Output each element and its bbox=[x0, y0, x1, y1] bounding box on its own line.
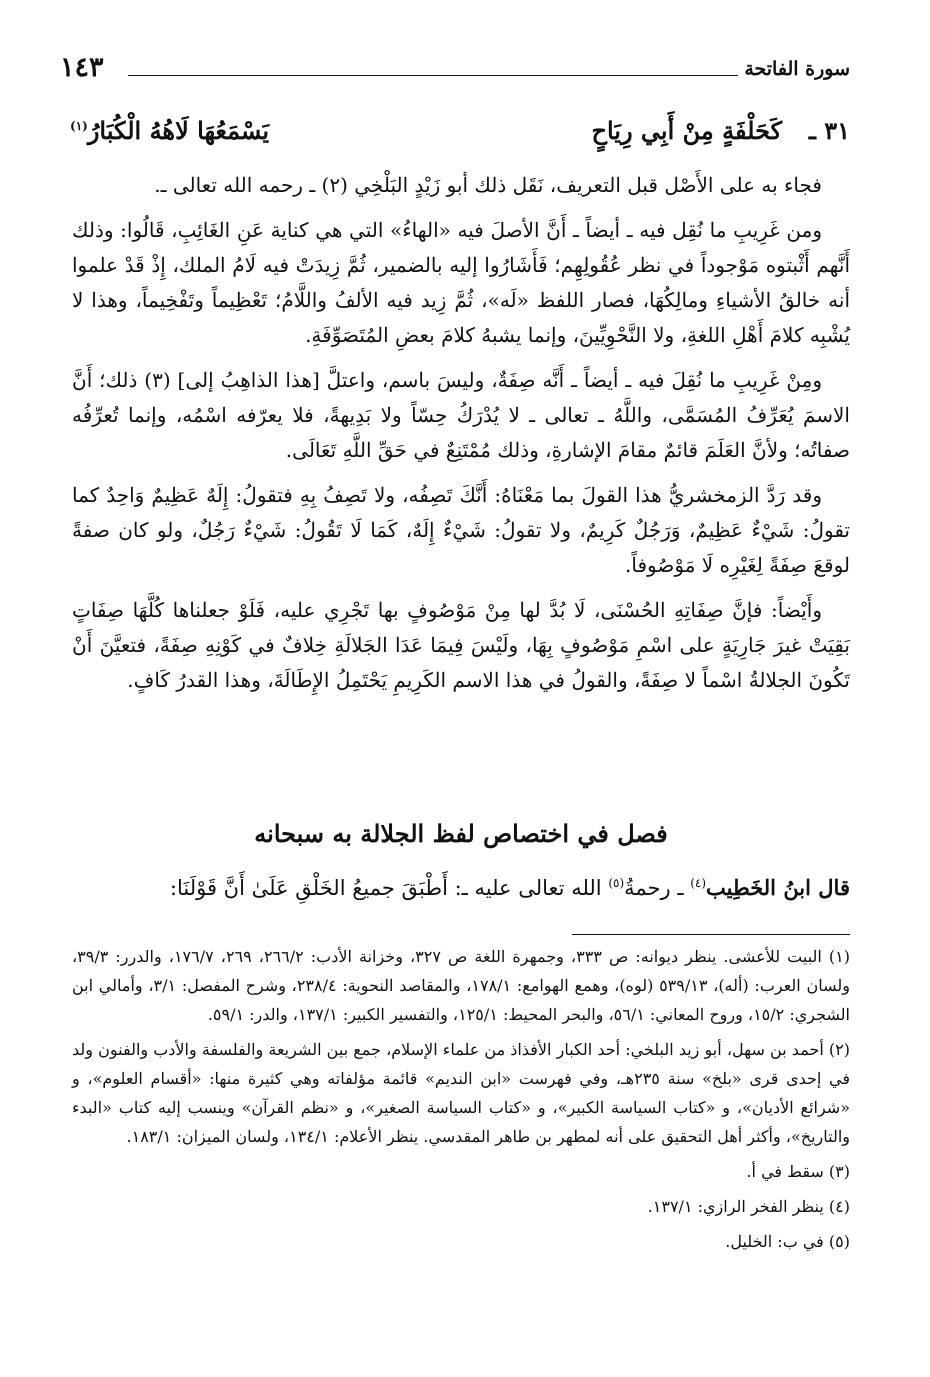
verse-second-hemistich-text: يَسْمَعُهَا لَاهُهُ الْكُبَارُ bbox=[87, 116, 270, 145]
footnote-ref-4: (٤) bbox=[690, 876, 707, 890]
footnote-separator bbox=[572, 934, 850, 935]
paragraph: وقد رَدَّ الزمخشريُّ هذا القولَ بما مَعْنَاهُ: أَنَّكَ تَصِفُه، ولا تَصِفُ بِهِ فتقولُ: إِلَهٌ عَظِيمٌ وَاحِدٌ كما تقولُ: شَيْءٌ عَظِيمٌ، وَرَجُلٌ كَرِيمٌ، ولا تقولُ: شَيْءٌ إِلَهٌ، كَمَا لَا تَقُولُ: شَيْءٌ رَجُلٌ، ولو كان صفةً لوقعَ صِفَةً لِغَيْرِه لَا مَوْصُوفاً. bbox=[72, 483, 850, 577]
paragraph: فجاء به على الأَصْل قبل التعريف، نَقَل ذلك أبو زَيْدٍ البَلْخِي (٢) ـ رحمه الله تعالى ـ. bbox=[154, 173, 822, 197]
intro-rest: الله تعالى عليه ـ: أَطْبَقَ جميعُ الخَلْقِ عَلَىٰ أَنَّ قَوْلَنَا: bbox=[169, 876, 602, 900]
main-text bbox=[72, 168, 850, 708]
footnote: (٢) أحمد بن سهل، أبو زيد البلخي: أحد الكبار الأفذاذ من علماء الإسلام، جمع بين الشريعة والفلسفة والأدب والفنون ولد في إحدى قرى «بلخ» سنة ٢٣٥هـ، وفي فهرست «ابن النديم» قائمة مؤلفاته وهي كثيرة منها: «أقسام العلوم»، و «شرائع الأديان»، و «كتاب السياسة الكبير»، و «كتاب السياسة الصغير»، و «نظم القرآن» وينسب إليه كتاب «البدء والتاريخ»، وأكثر أهل التحقيق على أنه لمطهر بن طاهر المقدسي. ينظر الأعلام: ١٣٤/١، ولسان الميزان: ١٨٣/١. bbox=[72, 1040, 851, 1146]
intro-mid: ـ رحمةُ bbox=[624, 876, 684, 900]
footnote-ref-1: (١) bbox=[70, 119, 88, 133]
poetry-verse bbox=[70, 106, 850, 156]
author-name: قال ابنُ الخَطِيب bbox=[706, 875, 850, 900]
page-number: ١٤٣ bbox=[60, 52, 104, 83]
section-intro bbox=[72, 866, 850, 905]
surah-title: سورة الفاتحة bbox=[744, 58, 850, 80]
running-header bbox=[60, 50, 850, 84]
footnote: (٥) في ب: الخليل. bbox=[725, 1232, 850, 1251]
paragraph: ومن غَرِيبِ ما نُقِل فيه ـ أيضاً ـ أَنَّ الأصلَ فيه «الهاءُ» التي هي كناية عَنِ الغَائِبِ، قَالُوا: وذلك أَنَّهم أَثْبتوه مَوْجوداً في نظر عُقُولِهِم؛ فَأَشَارُوا إليه بالضمير، ثُمَّ زِيدَتْ فيه لَامُ الملك، إِذْ قَدْ علموا أنه خالقُ الأشياءِ ومالِكُهَا، فصار اللفظ «لَه»، ثُمَّ زِيد فيه الألفُ واللَّامُ؛ تَعْظِيماً وتَفْخِيماً، وهذا لا يُشْبِه كلامَ أَهْلِ اللغةِ، ولا النَّحْوِيِّينَ، وإنما يشبهُ كلامَ بعضِ المُتَصَوِّفَةِ. bbox=[72, 218, 850, 347]
footnote: (٤) ينظر الفخر الرازي: ١٣٧/١. bbox=[647, 1197, 850, 1216]
verse-first-hemistich: كَحَلْفَةٍ مِنْ أَبِي رِيَاحٍ bbox=[591, 116, 782, 145]
paragraph: وأَيْضاً: فإنَّ صِفَاتِهِ الحُسْنَى، لَا بُدَّ لها مِنْ مَوْصُوفٍ بها تَجْرِي عليه، فَلَوْ جعلناها كُلَّهَا صِفَاتٍ بَقِيَتْ غيرَ جَارِيَةٍ على اسْمِ مَوْصُوفٍ بِهَا، ولَيْسَ فِيمَا عَدَا الجَلالَةِ خِلافٌ في كَوْنِهِ صِفَةً، فتعيَّنَ أَنْ تَكُونَ الجلالةُ اسْماً لا صِفَةً، والقولُ في هذا الاسم الكَرِيمِ يَحْتَمِلُ الإِطَالَةَ، وهذا القدرُ كَافٍ. bbox=[72, 598, 850, 692]
footnote: (١) البيت للأعشى. ينظر ديوانه: ص ٣٣٣، وجمهرة اللغة ص ٣٢٧، وخزانة الأدب: ٢٦٦/٢، ٢٦٩، ١٧٦/٧، والدرر: ٣٩/٣، ولسان العرب: (أله)، ٥٣٩/١٣ (لوه)، وهمع الهوامع: ١٧٨/١، والمقاصد النحوية: ٢٣٨/٤، وشرح المفصل: ٣/١، وأمالي ابن الشجري: ١٥/٢، وروح المعاني: ٥٦/١، والبحر المحيط: ١٢٥/١، والتفسير الكبير: ١٣٧/١، والدر: ٥٩/١. bbox=[72, 947, 851, 1024]
section-heading: فصل في اختصاص لفظ الجلالة به سبحانه bbox=[254, 819, 668, 848]
footnotes bbox=[72, 942, 850, 1262]
paragraph: ومِنْ غَرِيبِ ما نُقِلَ فيه ـ أيضاً ـ أَنَّه صِفَةٌ، وليسَ باسم، واعتلَّ [هذا الذاهِبُ إلى] (٣) ذلك؛ أَنَّ الاسمَ يُعَرِّفُ المُسَمَّى، واللَّهُ ـ تعالى ـ لا يُدْرَكُ حِسّاً ولا بَدِيهةً، فلا يعرّفه اسْمُه، وإنما تُعرِّفُه صفاتُه؛ ولأنَّ العَلَمَ قائمٌ مقامَ الإشارةِ، وذلك مُمْتَنِعٌ في حَقِّ اللَّهِ تَعَالَى. bbox=[72, 368, 850, 462]
footnote-ref-5: (٥) bbox=[608, 876, 625, 890]
verse-second-hemistich bbox=[70, 116, 269, 145]
footnote: (٣) سقط في أ. bbox=[746, 1162, 850, 1181]
header-rule bbox=[128, 75, 738, 76]
verse-number: ٣١ ـ bbox=[808, 116, 850, 145]
